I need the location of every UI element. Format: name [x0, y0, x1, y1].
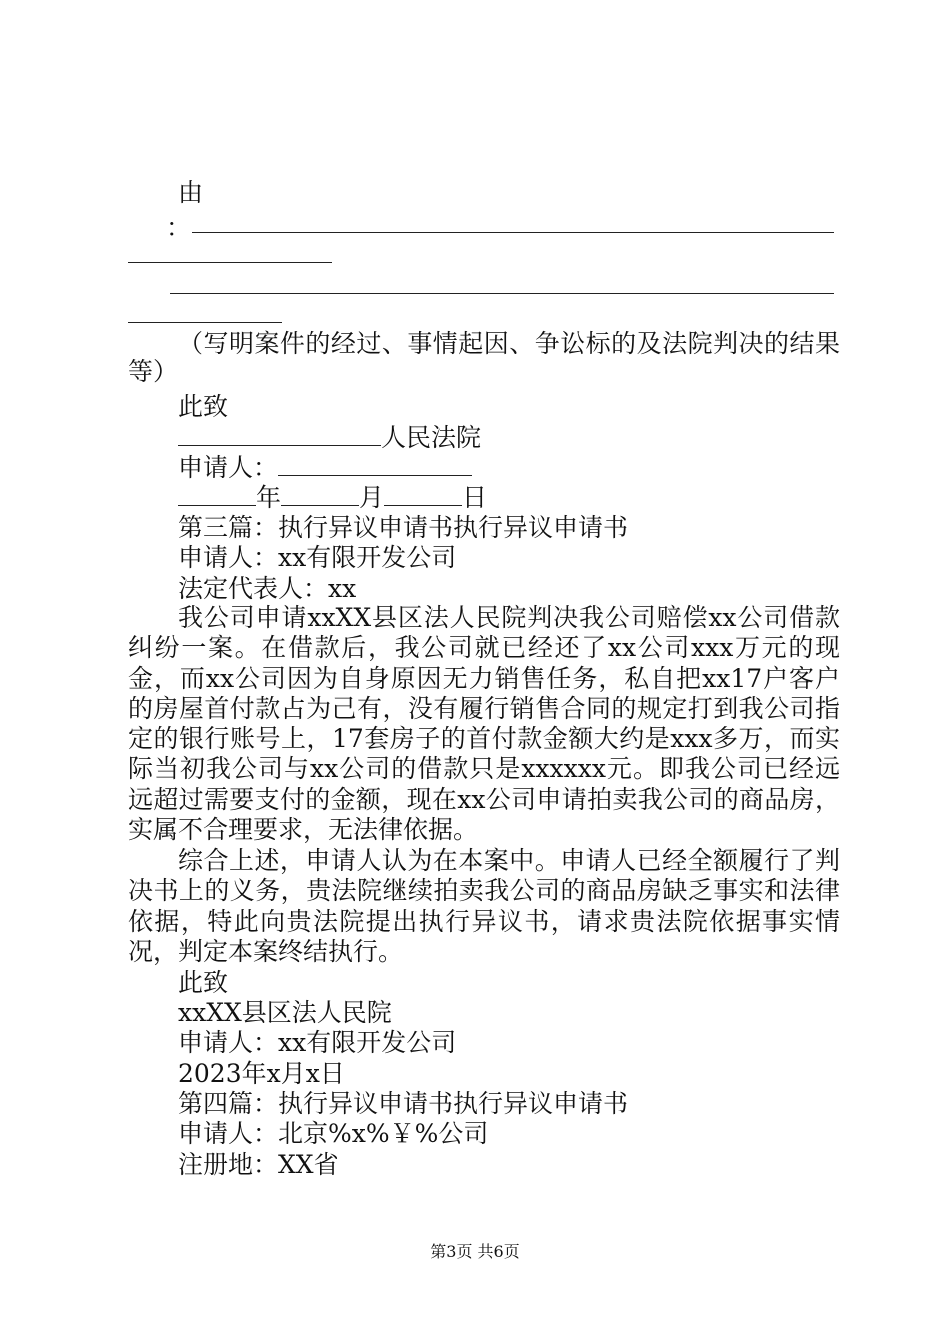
- month-label: 月: [359, 483, 385, 512]
- year-blank[interactable]: [178, 485, 256, 506]
- part3-date: 2023年x月x日: [178, 1059, 345, 1088]
- day-label: 日: [462, 483, 488, 512]
- part3-body-paragraph-2: 综合上述，申请人认为在本案中。申请人已经全额履行了判决书上的义务，贵法院继续拍卖我公司的商品房缺乏事实和法律依据，特此向贵法院提出执行异议书，请求贵法院依据事实情况，判定本案终结执行。: [128, 846, 840, 966]
- court-line-1: [178, 422, 888, 454]
- reason-label: 由: [178, 178, 204, 207]
- month-blank[interactable]: [281, 485, 359, 506]
- court-suffix: 人民法院: [381, 423, 482, 452]
- part3-applicant: 申请人：xx有限开发公司: [178, 543, 457, 572]
- part3-legal-rep: 法定代表人：xx: [178, 574, 357, 603]
- case-note: （写明案件的经过、事情起因、争讼标的及法院判决的结果等）: [128, 329, 840, 386]
- part3-signature: 申请人：xx有限开发公司: [178, 1028, 457, 1057]
- blank-line-1-cont[interactable]: [128, 262, 332, 263]
- applicant-blank[interactable]: [278, 455, 472, 476]
- part4-heading: 第四篇：执行异议申请书执行异议申请书: [178, 1089, 629, 1118]
- blank-line-2-cont[interactable]: [128, 322, 282, 323]
- reason-colon: ：: [166, 213, 192, 242]
- salutation-1: 此致: [178, 392, 229, 421]
- day-blank[interactable]: [384, 485, 462, 506]
- page-footer: 第3页 共6页: [430, 1242, 520, 1261]
- blank-line-1[interactable]: [192, 232, 834, 233]
- part3-body-paragraph-1: 我公司申请xxXX县区法人民院判决我公司赔偿xx公司借款纠纷一案。在借款后，我公司就已经还了xx公司xxx万元的现金，而xx公司因为自身原因无力销售任务，私自把xx17户客户的房屋首付款占为己有，没有履行销售合同的规定打到我公司指定的银行账号上，17套房子的首付款金额大约是xxx多万，而实际当初我公司与xx公司的借款只是xxxxxx元。即我公司已经远远超过需要支付的金额，现在xx公司申请拍卖我公司的商品房，实属不合理要求，无法律依据。: [128, 603, 840, 845]
- part4-registered: 注册地：XX省: [178, 1150, 339, 1179]
- blank-line-2[interactable]: [170, 293, 834, 294]
- date-line-1: [178, 482, 888, 514]
- year-label: 年: [256, 483, 282, 512]
- part4-applicant: 申请人：北京%x%￥%公司: [178, 1119, 489, 1148]
- part3-heading: 第三篇：执行异议申请书执行异议申请书: [178, 513, 629, 542]
- court-name-blank[interactable]: [178, 425, 381, 446]
- applicant-line-1: [178, 452, 888, 484]
- part3-court: xxXX县区法人民院: [178, 998, 392, 1027]
- applicant-label: 申请人：: [178, 453, 279, 482]
- part3-salutation: 此致: [178, 968, 229, 997]
